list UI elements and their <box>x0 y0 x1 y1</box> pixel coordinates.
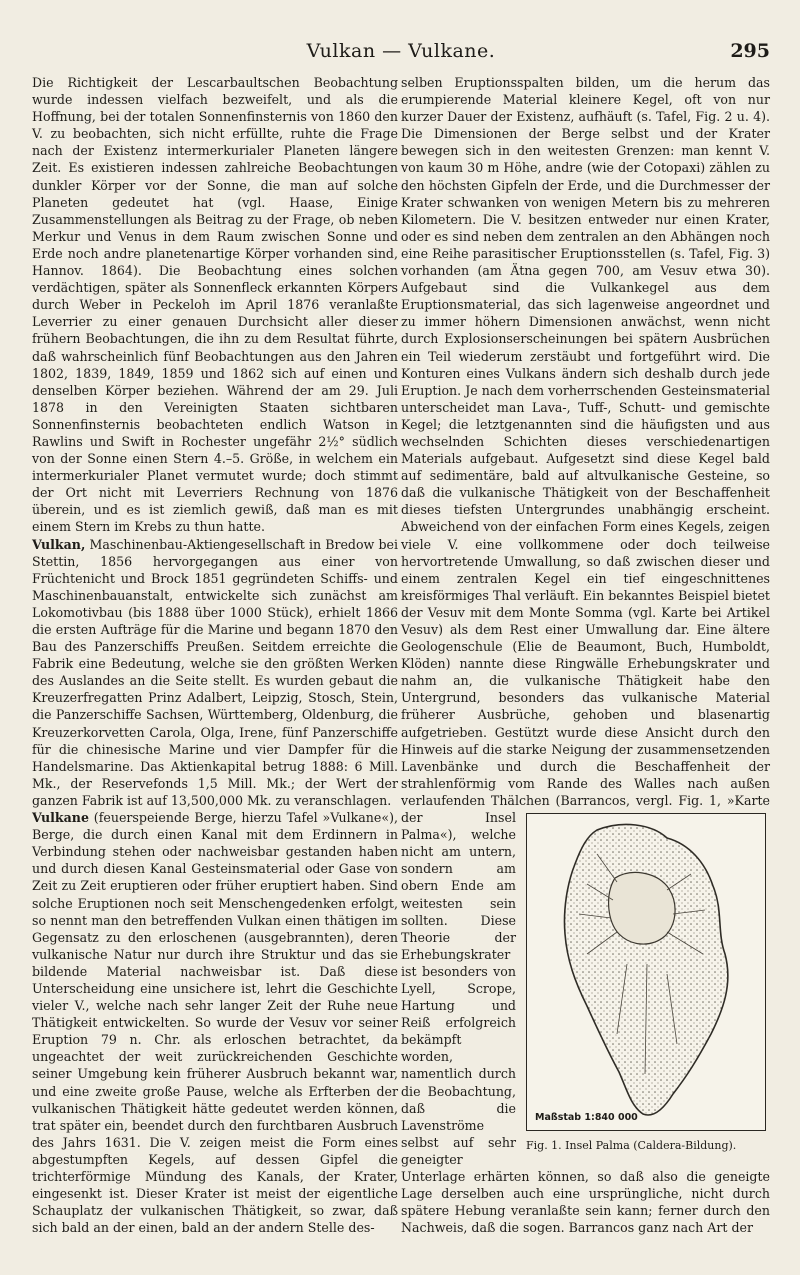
page-number: 295 <box>730 40 770 62</box>
paragraph-vulkane-continued: selben Eruptionsspalten bilden, um die herum das erumpierende Material kleinere Kegel, oft von nur kurzer Dauer der Existenz, aufhäuft (s. Tafel, Fig. 2 u. 4). Die Dimensionen der Berge selbst und der Krater bewegen sich in den weitesten Grenzen: man kennt V. von kaum 30 m Höhe, andre (wie der Cotopaxi) zählen zu den höchsten Gipfeln der Erde, und die Durchmesser der Krater schwanken von wenigen Metern bis zu mehreren Kilometern. Die V. besitzen entweder nur einen Krater, oder es sind neben dem zentralen an den Abhängen noch eine Reihe parasitischer Eruptionsstellen (s. Tafel, Fig. 3) vorhanden (am Ätna gegen 700, am Vesuv etwa 30). Aufgebaut sind die Vulkankegel aus dem Eruptionsmaterial, das sich lagenweise angeordnet und zu immer höhern Dimensionen anwächst, wenn nicht durch Explosionserscheinungen bei spätern Ausbrüchen ein Teil wiederum zerstäubt und fortgeführt wird. Die Konturen eines Vulkans ändern sich deshalb durch jede Eruption. Je nach dem vorherrschenden Gesteinsmaterial unterscheidet man Lava-, Tuff-, Schutt- und gemischte Kegel; die letztgenannten sind die häufigsten und aus wechselnden Schichten dieses verschiedenartigen Materials aufgebaut. Aufgesetzt sind diese Kegel bald auf sedimentäre, bald auf altvulkanische Gesteine, so daß die vulkanische Thätigkeit von der Beschaffenheit dieses tiefsten Untergrundes unabhängig erscheint. Abweichend von der einfachen Form eines Kegels, zeigen viele V. eine vollkommene oder doch teilweise hervortretende Umwallung, so daß zwischen dieser und einem zentralen Kegel ein tief eingeschnittenes kreisförmiges Thal verläuft. Ein bekanntes Beispiel bietet der Vesuv mit dem Monte Somma (vgl. Karte bei Artikel Vesuv) als dem Rest einer Umwallung dar. Eine ältere Geologenschule (Elie de Beaumont, Buch, Humboldt, Klöden) nannte diese Ringwälle Erhebungskrater und nahm an, die vulkanische Thätigkeit habe den Untergrund, besonders das vulkanische Material früherer Ausbrüche, gehoben und blasenartig aufgetrieben. Gestützt wurde diese Ansicht durch den Hinweis auf die starke Neigung der zusammensetzenden Lavenbänke und durch die Beschaffenheit der strahlenförmig vom Rande des Walles nach außen verlaufenden Thälchen (Barrancos, Maßstab 1:840 000 Fig. 1. Insel Palma (Caldera-Bildung). vergl. Fig. 1, »Karte der Insel Palma«), welche nicht am untern, sondern am obern Ende am weitesten sein sollten. Diese Theorie der Erhebungskrater ist besonders von Lyell, Scrope, Hartung und Reiß erfolgreich bekämpft worden, namentlich durch die Beobachtung, daß die Lavenströme selbst auf sehr geneigter Unterlage erhärten können, so daß also die geneigte Lage derselben auch eine ursprüngliche, nicht durch spätere Hebung veranlaßte sein kann; ferner durch den Nachweis, daß die sogen. Barrancos ganz nach Art der <box>401 75 770 1236</box>
right-column <box>401 74 770 1236</box>
entry-headword-vulkane: Vulkane <box>32 810 89 826</box>
figure-caption: Fig. 1. Insel Palma (Caldera-Bildung). <box>526 1139 737 1153</box>
figure-palma <box>526 813 770 1154</box>
entry-headword-vulkan: Vulkan, <box>32 536 86 552</box>
paragraph-lescarbault: Die Richtigkeit der Lescarbaultschen Beobachtung wurde indessen vielfach bezweifelt, und als die Hoffnung, bei der totalen Sonnenfinsternis von 1860 den V. zu beobachten, sich nicht erfüllte, ruhte die Frage nach der Existenz intermerkurialer Planeten längere Zeit. Es existieren indessen zahlreiche Beobachtungen dunkler Körper vor der Sonne, die man auf solche Planeten gedeutet hat (vgl. Haase, Einige Zusammenstellungen als Beitrag zu der Frage, ob neben Merkur und Venus in dem Raum zwischen Sonne und Erde noch andre planetenartige Körper vorhanden sind, Hannov. 1864). Die Beobachtung eines solchen verdächtigen, später als Sonnenfleck erkannten Körpers durch Weber in Peckeloh im April 1876 veranlaßte Leverrier zu einer genauen Durchsicht aller dieser frühern Beobachtungen, die ihn zu dem Resultat führte, daß wahrscheinlich fünf Beobachtungen aus den Jahren 1802, 1839, 1849, 1859 und 1862 sich auf einen und denselben Körper beziehen. Während der am 29. Juli 1878 in den Vereinigten Staaten sichtbaren Sonnenfinsternis beobachteten endlich Watson in Rawlins und Swift in Rochester ungefähr 2½° südlich von der Sonne einen Stern 4.–5. Größe, in welchem ein intermerkurialer Planet vermutet wurde; doch stimmt der Ort nicht mit Leverriers Rechnung von 1876 überein, und es ist ziemlich gewiß, daß man es mit einem Stern im Krebs zu thun hatte. <box>32 75 398 535</box>
entry-body-vulkan: Maschinenbau-Aktiengesellschaft in Bredow bei Stettin, 1856 hervorgegangen aus einer von Früchtenicht und Brock 1851 gegründeten Schiffs- und Maschinenbauanstalt, entwickelte sich zunächst am Lokomotivbau (bis 1888 über 1000 Stück), erhielt 1866 die ersten Aufträge für die Marine und begann 1870 den Bau des Panzerschiffs Preußen. Seitdem erreichte die Fabrik eine Bedeutung, welche sie den größten Werken des Auslandes an die Seite stellt. Es wurden gebaut die Kreuzerfregatten Prinz Adalbert, Leipzig, Stosch, Stein, die Panzerschiffe Sachsen, Württemberg, Oldenburg, die Kreuzerkorvetten Carola, Olga, Irene, fünf Panzerschiffe für die chinesische Marine und vier Dampfer für die Handelsmarine. Das Aktienkapital betrug 1888: 6 Mill. Mk., der Reservefonds 1,5 Mill. Mk.; der Wert der ganzen Fabrik ist auf 13,500,000 Mk. zu veranschlagen. <box>32 536 398 808</box>
page-header <box>32 40 770 70</box>
paragraph-vulkan-company <box>32 536 398 810</box>
figure-scale: Maßstab 1:840 000 <box>535 1111 638 1123</box>
right-column-body <box>401 74 770 1236</box>
paragraph-vulkane <box>32 809 398 1236</box>
running-title: Vulkan — Vulkane. <box>306 40 496 62</box>
left-column <box>32 74 398 1236</box>
entry-body-vulkane: (feuerspeiende Berge, hierzu Tafel »Vulkane«), Berge, die durch einen Kanal mit dem Erdinnern in Verbindung stehen oder nachweisbar gestanden haben und durch diesen Kanal Gesteinsmaterial oder Gase von Zeit zu Zeit eruptieren oder früher eruptiert haben. Sind solche Eruptionen noch seit Menschengedenken erfolgt, so nennt man den betreffenden Vulkan einen thätigen im Gegensatz zu den erloschenen (ausgebrannten), deren vulkanische Natur nur durch ihre Struktur und das sie bildende Material nachweisbar ist. Daß diese Unterscheidung eine unsichere ist, lehrt die Geschichte vieler V., welche nach sehr langer Zeit der Ruhe neue Thätigkeit entwickelten. So wurde der Vesuv vor seiner Eruption 79 n. Chr. als erloschen betrachtet, da ungeachtet der weit zurückreichenden Geschichte seiner Umgebung kein früherer Ausbruch bekannt war, und eine zweite große Pause, welche als Erfterben der vulkanischen Thätigkeit hätte gedeutet werden können, trat später ein, beendet durch den furchtbaren Ausbruch des Jahrs 1631. Die V. zeigen meist die Form eines abgestumpften Kegels, auf dessen Gipfel die trichterförmige Mündung des Kanals, der Krater, eingesenkt ist. Dieser Krater ist meist der eigentliche Schauplatz der vulkanischen Thätigkeit, so zwar, daß sich bald an der einen, bald an der andern Stelle des- <box>32 810 398 1236</box>
island-map-icon <box>527 814 765 1130</box>
figure-frame <box>526 813 766 1131</box>
